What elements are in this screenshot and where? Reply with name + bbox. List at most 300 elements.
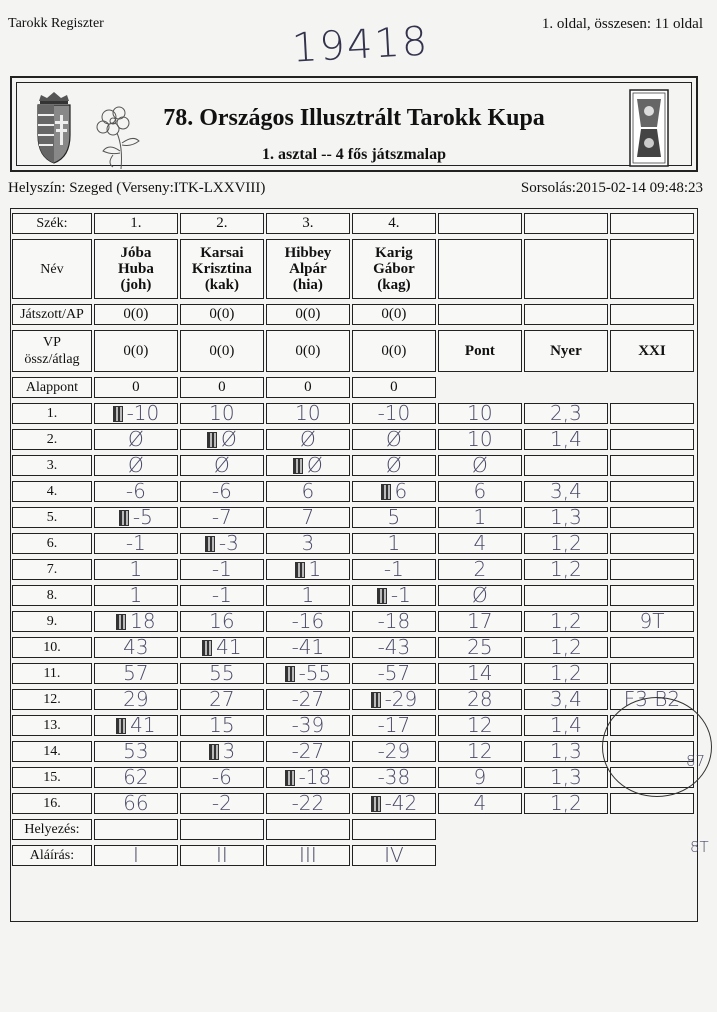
score-cell[interactable] [352, 429, 436, 450]
dealer-mark-icon [285, 770, 295, 786]
nyer-cell[interactable] [524, 663, 608, 684]
score-cell[interactable] [352, 582, 436, 607]
empty-cell [524, 304, 608, 325]
xxi-cell[interactable] [610, 429, 694, 450]
nyer-cell[interactable] [524, 741, 608, 762]
round-number-value: 10. [43, 640, 61, 655]
pont-cell-value: 4 [473, 791, 487, 815]
score-cell[interactable] [94, 712, 178, 737]
round-number-value: 3. [46, 458, 58, 473]
score-value: 1 [129, 557, 143, 581]
round-row [12, 611, 694, 632]
round-number-value: 9. [46, 614, 58, 629]
score-cell[interactable] [352, 455, 436, 476]
nyer-cell-value: 1,4 [550, 713, 582, 737]
empty-cell [524, 213, 608, 234]
score-cell[interactable] [266, 611, 350, 632]
vp-row [12, 330, 694, 372]
score-value: -16 [291, 609, 325, 633]
placement-label: Helyezés: [12, 819, 92, 840]
round-number [12, 767, 92, 788]
score-value: 10 [295, 401, 321, 425]
round-row [12, 559, 694, 580]
round-row [12, 455, 694, 476]
score-value: 41 [130, 712, 156, 737]
round-number-value: 2. [46, 432, 58, 447]
score-cell[interactable] [94, 559, 178, 580]
nyer-cell[interactable] [524, 767, 608, 788]
score-cell[interactable] [266, 660, 350, 685]
dealer-mark-icon [207, 432, 217, 448]
empty-cell [610, 239, 694, 299]
round-number [12, 793, 92, 814]
score-cell[interactable] [352, 741, 436, 762]
dealer-mark-icon [285, 666, 295, 682]
score-cell[interactable] [94, 400, 178, 425]
placement-cell[interactable] [266, 819, 350, 840]
score-cell[interactable] [266, 403, 350, 424]
column-header-nyer: Nyer [524, 330, 608, 372]
app-name: Tarokk Regiszter [8, 16, 104, 31]
score-value: 5 [387, 505, 401, 529]
round-row [12, 403, 694, 424]
pont-cell[interactable] [438, 481, 522, 502]
score-value: 6 [394, 478, 408, 503]
score-cell[interactable] [352, 637, 436, 658]
pont-cell[interactable] [438, 455, 522, 476]
nyer-cell[interactable] [524, 559, 608, 580]
nyer-cell[interactable] [524, 533, 608, 554]
round-row [12, 715, 694, 736]
round-row [12, 585, 694, 606]
nyer-cell-value: 1,2 [550, 531, 582, 555]
score-value: -3 [218, 530, 239, 555]
round-row [12, 663, 694, 684]
pont-cell[interactable] [438, 715, 522, 736]
score-cell[interactable] [352, 478, 436, 503]
score-value: Ø [128, 427, 144, 451]
round-row [12, 689, 694, 710]
xxi-cell-value: 9T [639, 609, 665, 633]
blank-cell [610, 377, 694, 398]
score-value: -10 [377, 401, 411, 425]
score-value: 15 [209, 713, 235, 737]
score-value: 1 [129, 583, 143, 607]
nyer-cell-value: 1,2 [550, 791, 582, 815]
score-value: -27 [291, 739, 325, 763]
nyer-cell-value: 3,4 [550, 687, 582, 711]
margin-note: 8T [690, 838, 709, 856]
vp-value: 0(0) [180, 330, 264, 372]
pont-cell-value: 17 [467, 609, 493, 633]
score-value: 3 [301, 531, 315, 555]
xxi-cell[interactable] [610, 533, 694, 554]
vp-value: 0(0) [266, 330, 350, 372]
nyer-cell[interactable] [524, 455, 608, 476]
round-number [12, 559, 92, 580]
score-cell[interactable] [180, 481, 264, 502]
score-value: -57 [377, 661, 411, 685]
venue-info: Helyszín: Szeged (Verseny:ITK-LXXVIII) [8, 180, 266, 196]
dealer-mark-icon [371, 796, 381, 812]
handwritten-circle [602, 697, 712, 797]
score-cell[interactable] [94, 504, 178, 529]
nyer-cell[interactable] [524, 585, 608, 606]
round-number-value: 8. [46, 588, 58, 603]
pont-cell-value: 1 [473, 505, 487, 529]
score-cell[interactable] [94, 585, 178, 606]
score-cell[interactable] [266, 715, 350, 736]
score-cell[interactable] [266, 585, 350, 606]
pont-cell-value: 12 [467, 713, 493, 737]
nyer-cell[interactable] [524, 611, 608, 632]
round-number-value: 5. [46, 510, 58, 525]
player-name: Karig Gábor (kag) [352, 239, 436, 299]
score-cell[interactable] [352, 559, 436, 580]
xxi-cell[interactable] [610, 507, 694, 528]
round-number [12, 689, 92, 710]
round-row [12, 429, 694, 450]
nyer-cell[interactable] [524, 481, 608, 502]
pont-cell-value: 10 [467, 401, 493, 425]
dealer-mark-icon [371, 692, 381, 708]
score-cell[interactable] [352, 611, 436, 632]
score-cell[interactable] [180, 793, 264, 814]
score-cell[interactable] [94, 481, 178, 502]
score-value: 57 [123, 661, 149, 685]
pont-cell[interactable] [438, 689, 522, 710]
tournament-title: 78. Országos Illusztrált Tarokk Kupa [163, 105, 545, 131]
played-value: 0(0) [352, 304, 436, 325]
round-number-value: 4. [46, 484, 58, 499]
score-value: 29 [123, 687, 149, 711]
round-number [12, 585, 92, 606]
dealer-mark-icon [202, 640, 212, 656]
score-value: Ø [386, 453, 402, 477]
pont-cell[interactable] [438, 585, 522, 606]
nyer-cell[interactable] [524, 403, 608, 424]
score-cell[interactable] [352, 533, 436, 554]
nyer-cell[interactable] [524, 715, 608, 736]
score-value: 10 [209, 401, 235, 425]
nyer-cell[interactable] [524, 507, 608, 528]
pont-cell[interactable] [438, 611, 522, 632]
pont-cell-value: 4 [473, 531, 487, 555]
score-value: -5 [132, 504, 153, 529]
blank-cell [610, 845, 694, 866]
empty-cell [524, 239, 608, 299]
score-value: -2 [211, 791, 232, 815]
round-row [12, 767, 694, 788]
score-cell[interactable] [266, 764, 350, 789]
base-value: 0 [180, 377, 264, 398]
nyer-cell-value: 1,3 [550, 739, 582, 763]
nyer-cell[interactable] [524, 637, 608, 658]
round-number [12, 507, 92, 528]
round-row [12, 481, 694, 502]
round-number [12, 533, 92, 554]
vp-value: 0(0) [352, 330, 436, 372]
score-value: -27 [291, 687, 325, 711]
pont-cell[interactable] [438, 741, 522, 762]
score-cell[interactable] [180, 689, 264, 710]
score-cell[interactable] [266, 741, 350, 762]
round-number [12, 429, 92, 450]
nyer-cell-value: 1,4 [550, 427, 582, 451]
score-value: -38 [377, 765, 411, 789]
empty-cell [438, 213, 522, 234]
score-cell[interactable] [266, 481, 350, 502]
score-cell[interactable] [180, 767, 264, 788]
score-value: -29 [377, 739, 411, 763]
score-value: Ø [300, 427, 316, 451]
vp-value: 0(0) [94, 330, 178, 372]
score-cell[interactable] [352, 790, 436, 815]
title-banner [10, 76, 698, 172]
xxi-cell[interactable] [610, 481, 694, 502]
player-name: Karsai Krisztina (kak) [180, 239, 264, 299]
player-name: Hibbey Alpár (hia) [266, 239, 350, 299]
score-cell[interactable] [266, 689, 350, 710]
dealer-mark-icon [116, 718, 126, 734]
dealer-mark-icon [377, 588, 387, 604]
score-cell[interactable] [352, 663, 436, 684]
blank-cell [524, 819, 608, 840]
score-value: -6 [211, 765, 232, 789]
round-number-value: 16. [43, 796, 61, 811]
nyer-cell-value: 1,3 [550, 505, 582, 529]
xxi-cell-value: F3 B2 [623, 687, 681, 711]
pont-cell-value: 2 [473, 557, 487, 581]
score-cell[interactable] [180, 715, 264, 736]
round-number-value: 6. [46, 536, 58, 551]
score-cell[interactable] [266, 637, 350, 658]
placement-cell[interactable] [94, 819, 178, 840]
xxi-cell[interactable] [610, 663, 694, 684]
round-row [12, 793, 694, 814]
pont-cell-value: Ø [472, 583, 488, 607]
player-name: Jóba Huba (joh) [94, 239, 178, 299]
pont-cell-value: 12 [467, 739, 493, 763]
rounds-body [12, 400, 694, 815]
score-value: -17 [377, 713, 411, 737]
score-value: 1 [308, 556, 322, 581]
round-number [12, 455, 92, 476]
score-value: -39 [291, 713, 325, 737]
round-number-value: 1. [46, 406, 58, 421]
score-cell[interactable] [180, 611, 264, 632]
score-value: -22 [291, 791, 325, 815]
round-number [12, 663, 92, 684]
score-cell[interactable] [180, 663, 264, 684]
pont-cell-value: 9 [473, 765, 487, 789]
pont-cell-value: 14 [467, 661, 493, 685]
empty-cell [610, 213, 694, 234]
score-value: 1 [301, 583, 315, 607]
score-value: 6 [301, 479, 315, 503]
base-value: 0 [266, 377, 350, 398]
xxi-cell[interactable] [610, 455, 694, 476]
score-cell[interactable] [94, 608, 178, 633]
score-value: 1 [387, 531, 401, 555]
pont-cell[interactable] [438, 429, 522, 450]
seat-number: 4. [352, 213, 436, 234]
score-cell[interactable] [352, 686, 436, 711]
score-cell[interactable] [94, 455, 178, 476]
round-row [12, 533, 694, 554]
xxi-cell[interactable] [610, 559, 694, 580]
pont-cell-value: 28 [467, 687, 493, 711]
score-value: 43 [123, 635, 149, 659]
nyer-cell[interactable] [524, 429, 608, 450]
pont-cell[interactable] [438, 793, 522, 814]
nyer-cell-value: 1,2 [550, 557, 582, 581]
nyer-cell-value: 2,3 [550, 401, 582, 425]
score-cell[interactable] [94, 663, 178, 684]
seat-number: 1. [94, 213, 178, 234]
pont-cell[interactable] [438, 403, 522, 424]
nyer-cell[interactable] [524, 689, 608, 710]
nyer-cell-value: 1,2 [550, 609, 582, 633]
score-value: 16 [209, 609, 235, 633]
score-value: 18 [130, 608, 156, 633]
round-number [12, 741, 92, 762]
empty-cell [438, 304, 522, 325]
round-row [12, 507, 694, 528]
pont-cell[interactable] [438, 663, 522, 684]
empty-cell [610, 304, 694, 325]
score-cell[interactable] [94, 533, 178, 554]
round-number-value: 7. [46, 562, 58, 577]
score-cell[interactable] [352, 767, 436, 788]
played-row [12, 304, 694, 325]
table-subtitle: 1. asztal -- 4 fős játszmalap [262, 146, 446, 163]
nyer-cell[interactable] [524, 793, 608, 814]
score-value: -55 [298, 660, 332, 685]
score-cell[interactable] [266, 793, 350, 814]
score-cell[interactable] [94, 689, 178, 710]
score-cell[interactable] [180, 530, 264, 555]
score-cell[interactable] [180, 585, 264, 606]
score-cell[interactable] [352, 715, 436, 736]
score-cell[interactable] [266, 429, 350, 450]
dealer-mark-icon [381, 484, 391, 500]
score-value: -10 [126, 400, 160, 425]
column-header-xxi: XXI [610, 330, 694, 372]
blank-cell [438, 819, 522, 840]
seat-label: Szék: [12, 213, 92, 234]
score-cell[interactable] [94, 741, 178, 762]
round-number-value: 13. [43, 718, 61, 733]
score-cell[interactable] [352, 507, 436, 528]
blank-cell [524, 845, 608, 866]
xxi-cell[interactable] [610, 585, 694, 606]
score-cell[interactable] [180, 559, 264, 580]
dealer-mark-icon [295, 562, 305, 578]
pont-cell[interactable] [438, 533, 522, 554]
score-cell[interactable] [180, 455, 264, 476]
score-value: -6 [211, 479, 232, 503]
dealer-mark-icon [116, 614, 126, 630]
played-value: 0(0) [180, 304, 264, 325]
column-header-pont: Pont [438, 330, 522, 372]
signature-cell[interactable]: II [180, 845, 264, 866]
round-number [12, 481, 92, 502]
score-value: -41 [291, 635, 325, 659]
score-value: -7 [211, 505, 232, 529]
score-value: -1 [211, 557, 232, 581]
nyer-cell-value: 1,2 [550, 635, 582, 659]
blank-cell [610, 819, 694, 840]
round-number-value: 14. [43, 744, 61, 759]
seat-row [12, 213, 694, 234]
score-cell[interactable] [180, 634, 264, 659]
round-number-value: 11. [43, 666, 61, 681]
pont-cell[interactable] [438, 559, 522, 580]
score-value: 3 [222, 738, 236, 763]
vp-label: VP össz/átlag [12, 330, 92, 372]
score-cell[interactable] [180, 507, 264, 528]
round-number [12, 715, 92, 736]
score-cell[interactable] [94, 793, 178, 814]
seat-number: 2. [180, 213, 264, 234]
played-value: 0(0) [266, 304, 350, 325]
score-cell[interactable] [94, 637, 178, 658]
dealer-mark-icon [209, 744, 219, 760]
signature-cell[interactable]: III [266, 845, 350, 866]
score-cell[interactable] [180, 738, 264, 763]
score-value: -1 [390, 582, 411, 607]
signature-cell[interactable]: IV [352, 845, 436, 866]
pont-cell[interactable] [438, 767, 522, 788]
score-value: 7 [301, 505, 315, 529]
score-cell[interactable] [266, 452, 350, 477]
score-value: -1 [383, 557, 404, 581]
score-value: -29 [384, 686, 418, 711]
signature-cell[interactable]: I [94, 845, 178, 866]
signature-label: Aláírás: [12, 845, 92, 866]
score-value: -43 [377, 635, 411, 659]
score-cell[interactable] [352, 403, 436, 424]
score-cell[interactable] [180, 426, 264, 451]
pont-cell-value: 10 [467, 427, 493, 451]
round-row [12, 741, 694, 762]
pont-cell[interactable] [438, 637, 522, 658]
pont-cell[interactable] [438, 507, 522, 528]
placement-cell[interactable] [352, 819, 436, 840]
score-cell[interactable] [266, 533, 350, 554]
blank-cell [524, 377, 608, 398]
nyer-cell-value: 1,3 [550, 765, 582, 789]
nyer-cell-value: 1,2 [550, 661, 582, 685]
dealer-mark-icon [293, 458, 303, 474]
handwritten-number: 19418 [290, 18, 431, 72]
score-cell[interactable] [94, 429, 178, 450]
round-number [12, 403, 92, 424]
placement-cell[interactable] [180, 819, 264, 840]
score-value: 41 [216, 634, 242, 659]
score-cell[interactable] [180, 403, 264, 424]
pont-cell-value: 25 [467, 635, 493, 659]
page-info: 1. oldal, összesen: 11 oldal [541, 16, 703, 32]
score-cell[interactable] [94, 767, 178, 788]
score-cell[interactable] [266, 507, 350, 528]
xxi-cell[interactable] [610, 637, 694, 658]
xxi-cell[interactable] [610, 611, 694, 632]
score-cell[interactable] [266, 556, 350, 581]
xxi-cell[interactable] [610, 403, 694, 424]
score-value: 53 [123, 739, 149, 763]
